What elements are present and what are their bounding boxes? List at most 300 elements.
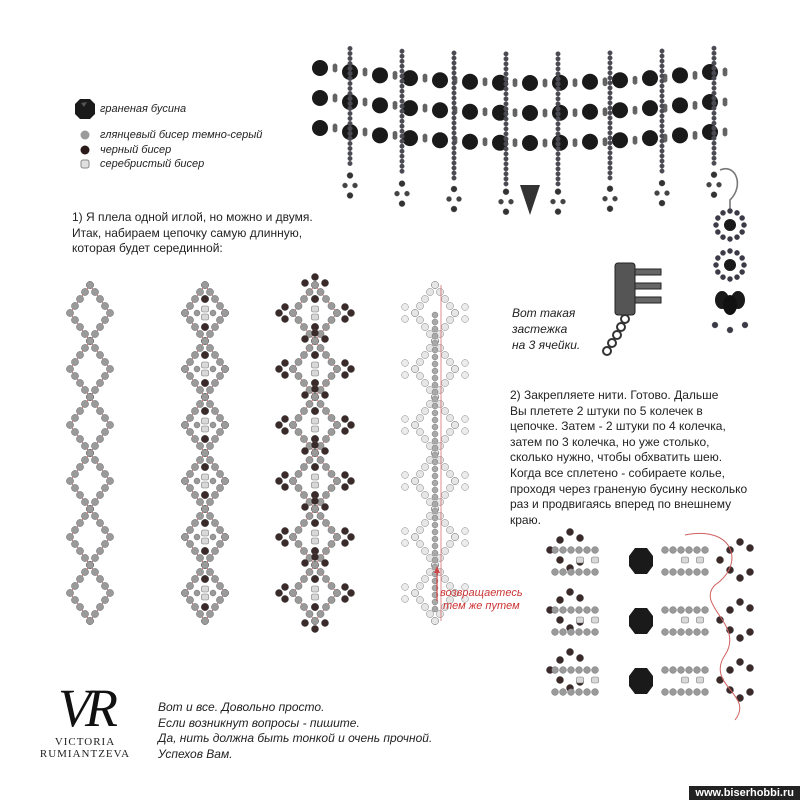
- seed-bead: [504, 152, 509, 157]
- step2-line: раз и продвигаясь вперед по внешнему: [510, 497, 732, 512]
- site-watermark: www.biserhobbi.ru: [689, 786, 800, 800]
- seed-bead: [608, 116, 613, 121]
- faceted-bead: [522, 105, 538, 121]
- seed-bead: [71, 526, 78, 533]
- seed-bead: [504, 172, 509, 177]
- step2-line: Вы плетете 2 штуки по 5 колечек в: [510, 403, 703, 418]
- seed-bead: [71, 358, 78, 365]
- seed-bead: [446, 414, 453, 421]
- seed-bead: [504, 87, 509, 92]
- seed-bead: [66, 477, 73, 484]
- seed-bead: [576, 667, 583, 674]
- seed-bead: [715, 255, 720, 260]
- seed-bead: [206, 288, 213, 295]
- seed-bead: [556, 107, 561, 112]
- return-note: [440, 587, 523, 613]
- seed-bead: [196, 344, 203, 351]
- diagram-step-1: [66, 281, 113, 624]
- clasp-note-line: на 3 ячейки.: [512, 338, 581, 352]
- seed-bead: [216, 316, 223, 323]
- seed-bead: [504, 92, 509, 97]
- seed-bead: [432, 340, 438, 346]
- silver-bead: [202, 530, 209, 536]
- seed-bead: [393, 135, 397, 139]
- faceted-bead: [612, 72, 628, 88]
- seed-bead: [576, 629, 583, 636]
- seed-bead: [662, 547, 669, 554]
- seed-bead: [300, 463, 307, 470]
- seed-bead: [281, 371, 288, 378]
- seed-bead: [191, 407, 198, 414]
- seed-bead: [568, 689, 575, 696]
- seed-bead: [341, 583, 348, 590]
- seed-bead: [727, 248, 732, 253]
- silver-bead: [577, 557, 584, 563]
- seed-bead: [432, 606, 438, 612]
- seed-bead: [441, 435, 448, 442]
- seed-bead: [281, 527, 288, 534]
- seed-bead: [660, 139, 665, 144]
- seed-bead: [348, 86, 353, 91]
- seed-bead: [462, 416, 469, 423]
- seed-bead: [348, 161, 353, 166]
- seed-bead: [300, 435, 307, 442]
- seed-bead: [201, 491, 209, 499]
- seed-bead: [96, 379, 103, 386]
- seed-bead: [348, 56, 353, 61]
- seed-bead: [568, 569, 575, 576]
- seed-bead: [311, 497, 318, 504]
- seed-bead: [432, 438, 438, 444]
- seed-bead: [321, 279, 328, 286]
- seed-bead: [71, 484, 78, 491]
- seed-bead: [452, 91, 457, 96]
- seed-bead: [660, 104, 665, 109]
- legend-item-black: [70, 144, 171, 156]
- seed-bead: [341, 595, 348, 602]
- seed-bead: [694, 667, 701, 674]
- seed-bead: [348, 96, 353, 101]
- seed-bead: [740, 229, 745, 234]
- seed-bead: [457, 197, 462, 202]
- closing-line: Вот и все. Довольно просто.: [158, 700, 325, 714]
- seed-bead: [281, 539, 288, 546]
- seed-bead: [686, 547, 693, 554]
- seed-bead: [194, 590, 200, 596]
- seed-bead: [432, 375, 438, 381]
- seed-bead: [736, 598, 743, 605]
- seed-bead: [556, 172, 561, 177]
- seed-bead: [556, 167, 561, 172]
- seed-bead: [311, 295, 319, 303]
- seed-bead: [584, 629, 591, 636]
- seed-bead: [416, 526, 423, 533]
- seed-bead: [446, 540, 453, 547]
- seed-bead: [399, 201, 405, 207]
- silver-bead: [202, 370, 209, 376]
- silver-bead: [312, 314, 319, 320]
- diagram-step-4: [402, 281, 469, 624]
- seed-bead: [211, 463, 218, 470]
- seed-bead: [289, 477, 296, 484]
- seed-bead: [400, 94, 405, 99]
- seed-bead: [504, 132, 509, 137]
- seed-bead: [301, 503, 308, 510]
- seed-bead: [504, 177, 509, 182]
- faceted-bead: [312, 120, 328, 136]
- seed-bead: [686, 607, 693, 614]
- seed-bead: [584, 569, 591, 576]
- seed-bead: [91, 400, 98, 407]
- seed-bead: [201, 463, 209, 471]
- seed-bead: [301, 279, 308, 286]
- seed-bead: [608, 121, 613, 126]
- seed-bead: [441, 491, 448, 498]
- seed-bead: [727, 276, 732, 281]
- seed-bead: [608, 111, 613, 116]
- seed-bead: [432, 424, 438, 430]
- seed-bead: [281, 415, 288, 422]
- seed-bead: [322, 407, 329, 414]
- seed-bead: [432, 368, 438, 374]
- seed-bead: [713, 262, 718, 267]
- seed-bead: [693, 105, 697, 109]
- seed-bead: [400, 104, 405, 109]
- silver-bead: [312, 594, 319, 600]
- silver-bead: [202, 362, 209, 368]
- seed-bead: [86, 393, 93, 400]
- seed-bead: [720, 210, 725, 215]
- seed-bead: [608, 66, 613, 71]
- seed-bead: [348, 51, 353, 56]
- seed-bead: [281, 303, 288, 310]
- seed-bead: [504, 157, 509, 162]
- seed-bead: [556, 152, 561, 157]
- seed-bead: [452, 86, 457, 91]
- seed-bead: [421, 491, 428, 498]
- seed-bead: [446, 302, 453, 309]
- faceted-bead: [672, 127, 688, 143]
- seed-bead: [191, 519, 198, 526]
- seed-bead: [452, 156, 457, 161]
- seed-bead: [716, 556, 723, 563]
- seed-bead: [432, 494, 438, 500]
- seed-bead: [712, 51, 717, 56]
- seed-bead: [300, 295, 307, 302]
- seed-bead: [321, 559, 328, 566]
- seed-bead: [576, 547, 583, 554]
- seed-bead: [289, 309, 296, 316]
- seed-bead: [608, 146, 613, 151]
- silver-bead: [577, 677, 584, 683]
- seed-bead: [694, 629, 701, 636]
- seed-bead: [194, 422, 200, 428]
- seed-bead: [211, 379, 218, 386]
- seed-bead: [76, 323, 83, 330]
- seed-bead: [400, 49, 405, 54]
- seed-bead: [402, 584, 409, 591]
- seed-bead: [421, 407, 428, 414]
- seed-bead: [608, 176, 613, 181]
- seed-bead: [295, 302, 302, 309]
- seed-bead: [441, 407, 448, 414]
- seed-bead: [504, 107, 509, 112]
- seed-bead: [556, 97, 561, 102]
- silver-bead: [312, 362, 319, 368]
- seed-bead: [715, 215, 720, 220]
- seed-bead: [576, 534, 583, 541]
- seed-bead: [670, 607, 677, 614]
- seed-bead: [311, 505, 318, 512]
- seed-bead: [568, 607, 575, 614]
- seed-bead: [702, 607, 709, 614]
- silver-bead: [592, 557, 599, 563]
- silver-bead: [312, 586, 319, 592]
- faceted-bead: [372, 97, 388, 113]
- seed-bead: [727, 208, 732, 213]
- seed-bead: [402, 416, 409, 423]
- seed-bead: [400, 64, 405, 69]
- seed-bead: [194, 478, 200, 484]
- seed-bead: [734, 250, 739, 255]
- seed-bead: [86, 561, 93, 568]
- seed-bead: [670, 689, 677, 696]
- seed-bead: [96, 351, 103, 358]
- seed-bead: [411, 477, 418, 484]
- seed-bead: [348, 126, 353, 131]
- seed-bead: [451, 421, 458, 428]
- seed-bead: [720, 250, 725, 255]
- silver-bead: [202, 482, 209, 488]
- seed-bead: [402, 528, 409, 535]
- seed-bead: [693, 75, 697, 79]
- seed-bead: [432, 445, 438, 451]
- faceted-bead: [642, 100, 658, 116]
- seed-bead: [441, 519, 448, 526]
- seed-bead: [660, 109, 665, 114]
- seed-bead: [281, 471, 288, 478]
- seed-bead: [333, 128, 337, 132]
- seed-bead: [101, 372, 108, 379]
- seed-bead: [504, 97, 509, 102]
- faceted-bead: [402, 100, 418, 116]
- clasp-note-line: застежка: [512, 322, 568, 336]
- seed-bead: [726, 666, 733, 673]
- seed-bead: [504, 117, 509, 122]
- seed-bead: [211, 575, 218, 582]
- seed-bead: [328, 414, 335, 421]
- seed-bead: [462, 360, 469, 367]
- seed-bead: [66, 309, 73, 316]
- seed-bead: [560, 547, 567, 554]
- seed-bead: [322, 379, 329, 386]
- seed-bead: [348, 61, 353, 66]
- seed-bead: [295, 428, 302, 435]
- seed-bead: [556, 127, 561, 132]
- seed-bead: [400, 149, 405, 154]
- seed-bead: [416, 428, 423, 435]
- seed-bead: [655, 191, 660, 196]
- seed-bead: [322, 295, 329, 302]
- seed-bead: [221, 589, 228, 596]
- silver-bead: [202, 314, 209, 320]
- seed-bead: [432, 480, 438, 486]
- seed-bead: [76, 379, 83, 386]
- seed-bead: [91, 442, 98, 449]
- seed-bead: [608, 156, 613, 161]
- seed-bead: [416, 484, 423, 491]
- seed-bead: [281, 315, 288, 322]
- seed-bead: [289, 589, 296, 596]
- seed-bead: [712, 56, 717, 61]
- seed-bead: [76, 435, 83, 442]
- seed-bead: [91, 386, 98, 393]
- silver-bead: [592, 677, 599, 683]
- seed-bead: [573, 142, 577, 146]
- seed-bead: [678, 689, 685, 696]
- seed-bead: [712, 106, 717, 111]
- seed-bead: [295, 540, 302, 547]
- seed-bead: [660, 99, 665, 104]
- seed-bead: [321, 391, 328, 398]
- logo-name-line1: VICTORIA: [54, 736, 116, 748]
- seed-bead: [608, 171, 613, 176]
- seed-bead: [306, 568, 313, 575]
- seed-bead: [101, 526, 108, 533]
- seed-bead: [306, 400, 313, 407]
- seed-bead: [216, 358, 223, 365]
- seed-bead: [71, 596, 78, 603]
- seed-bead: [328, 316, 335, 323]
- logo-monogram: VR: [58, 678, 112, 738]
- black-seed-bead-icon: [70, 145, 100, 155]
- seed-bead: [584, 689, 591, 696]
- seed-bead: [311, 385, 318, 392]
- step1-line: которая будет серединной:: [72, 241, 223, 255]
- seed-bead: [81, 400, 88, 407]
- seed-bead: [400, 134, 405, 139]
- seed-bead: [348, 116, 353, 121]
- step2-line: проходя через граненую бусину несколько: [510, 481, 748, 496]
- seed-bead: [106, 309, 113, 316]
- seed-bead: [446, 470, 453, 477]
- seed-bead: [86, 617, 93, 624]
- seed-bead: [608, 166, 613, 171]
- seed-bead: [452, 116, 457, 121]
- seed-bead: [592, 689, 599, 696]
- faceted-bead: [432, 132, 448, 148]
- seed-bead: [201, 295, 209, 303]
- seed-bead: [513, 82, 517, 86]
- seed-bead: [603, 196, 608, 201]
- seed-bead: [348, 156, 353, 161]
- seed-bead: [196, 330, 203, 337]
- seed-bead: [91, 554, 98, 561]
- seed-bead: [221, 421, 228, 428]
- seed-bead: [311, 281, 318, 288]
- seed-bead: [206, 456, 213, 463]
- seed-bead: [584, 607, 591, 614]
- seed-bead: [333, 68, 337, 72]
- seed-bead: [543, 113, 547, 117]
- seed-bead: [416, 470, 423, 477]
- seed-bead: [300, 351, 307, 358]
- seed-bead: [196, 610, 203, 617]
- seed-bead: [333, 533, 340, 540]
- seed-bead: [101, 316, 108, 323]
- seed-bead: [452, 121, 457, 126]
- seed-bead: [552, 667, 559, 674]
- seed-bead: [96, 463, 103, 470]
- seed-bead: [181, 477, 188, 484]
- seed-bead: [452, 141, 457, 146]
- seed-bead: [504, 112, 509, 117]
- seed-bead: [441, 547, 448, 554]
- seed-bead: [662, 569, 669, 576]
- seed-bead: [206, 400, 213, 407]
- seed-bead: [341, 303, 348, 310]
- seed-bead: [452, 101, 457, 106]
- seed-bead: [210, 590, 216, 596]
- seed-bead: [281, 483, 288, 490]
- faceted-bead: [672, 97, 688, 113]
- seed-bead: [556, 142, 561, 147]
- logo-name-line2: RUMIANTZEVA: [39, 748, 131, 760]
- seed-bead: [504, 72, 509, 77]
- seed-bead: [191, 463, 198, 470]
- seed-bead: [186, 582, 193, 589]
- seed-bead: [504, 182, 509, 187]
- silver-bead: [202, 538, 209, 544]
- seed-bead: [608, 136, 613, 141]
- seed-bead: [702, 547, 709, 554]
- seed-bead: [411, 421, 418, 428]
- seed-bead: [295, 484, 302, 491]
- seed-bead: [452, 151, 457, 156]
- seed-bead: [96, 547, 103, 554]
- seed-bead: [196, 554, 203, 561]
- seed-bead: [452, 126, 457, 131]
- seed-bead: [281, 359, 288, 366]
- seed-bead: [659, 200, 665, 206]
- ear-hook: [720, 169, 737, 210]
- seed-bead: [660, 69, 665, 74]
- seed-bead: [275, 477, 282, 484]
- seed-bead: [186, 540, 193, 547]
- seed-bead: [96, 323, 103, 330]
- seed-bead: [210, 310, 216, 316]
- seed-bead: [452, 176, 457, 181]
- seed-bead: [608, 91, 613, 96]
- seed-bead: [191, 575, 198, 582]
- seed-bead: [432, 347, 438, 353]
- seed-bead: [504, 147, 509, 152]
- seed-bead: [66, 365, 73, 372]
- seed-bead: [712, 91, 717, 96]
- seed-bead: [347, 589, 354, 596]
- seed-bead: [441, 323, 448, 330]
- seed-bead: [76, 547, 83, 554]
- seed-bead: [402, 484, 409, 491]
- faceted-bead: [642, 70, 658, 86]
- seed-bead: [432, 487, 438, 493]
- seed-bead: [106, 365, 113, 372]
- legend-label: глянцевый бисер темно-серый: [100, 129, 263, 141]
- seed-bead: [452, 171, 457, 176]
- seed-bead: [211, 519, 218, 526]
- seed-bead: [66, 533, 73, 540]
- seed-bead: [432, 501, 438, 507]
